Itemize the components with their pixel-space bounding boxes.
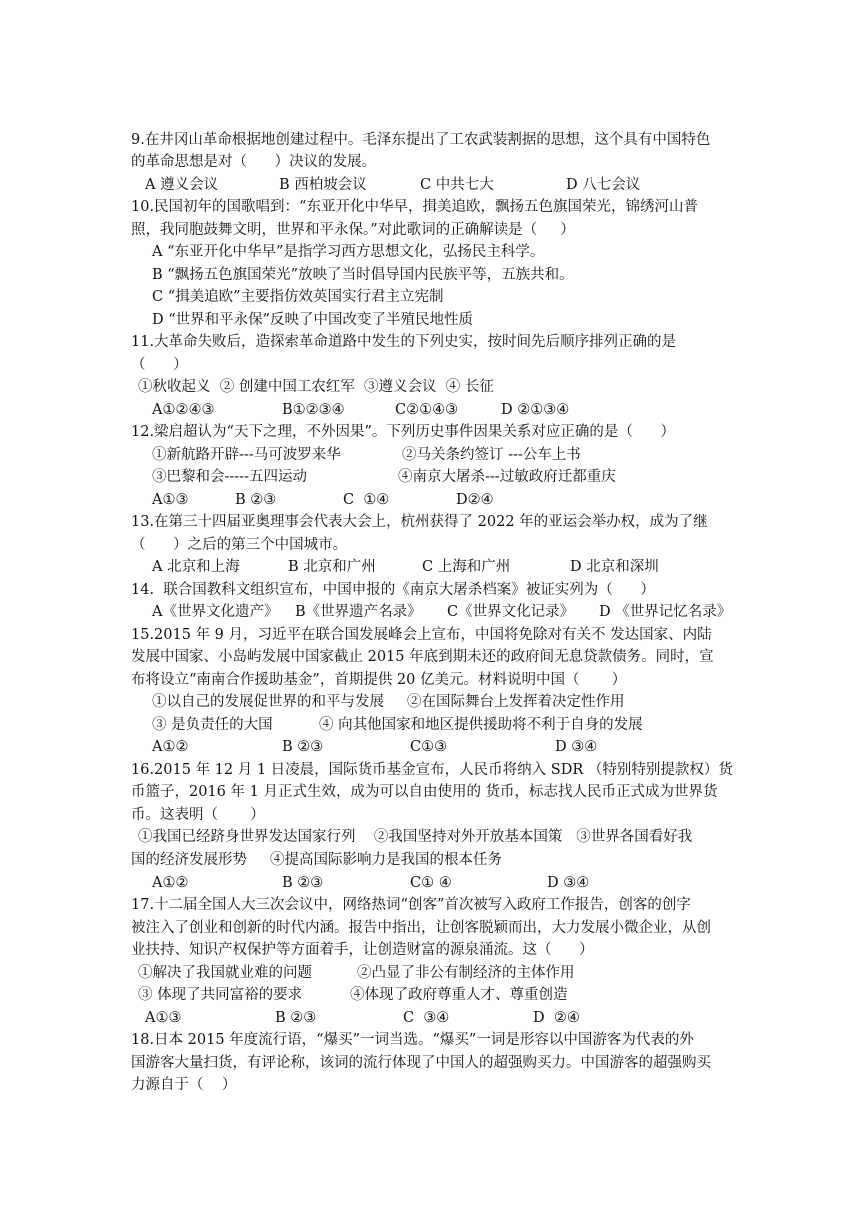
question-stem: 14. 联合国教科文组织宣布，中国申报的《南京大屠杀档案》被证实列为（ ）	[131, 582, 655, 598]
option-a[interactable]: A①③	[145, 1010, 182, 1026]
question-stem: 币。这表明（ ）	[131, 807, 265, 823]
option-c[interactable]: C “揖美追欧”主要指仿效英国实行君主立宪制	[152, 289, 444, 305]
statement-1: ①以自己的发展促世界的和平与发展	[152, 694, 384, 710]
option-c[interactable]: C ③④	[403, 1010, 450, 1026]
question-stem: 17.十二届全国人大三次会议中，网络热词“创客”首次被写入政府工作报告，创客的创字	[131, 897, 691, 913]
option-d[interactable]: D ③④	[555, 739, 598, 755]
statement-list: ①秋收起义 ② 创建中国工农红军 ③遵义会议 ④ 长征	[138, 379, 494, 395]
question-stem: 业扶持、知识产权保护等方面着手，让创造财富的源泉涌流。这（ ）	[131, 942, 594, 958]
option-a[interactable]: A “东亚开化中华早”是指学习西方思想文化，弘扬民主科学。	[152, 244, 545, 260]
statement-1: ①新航路开辟---马可波罗来华	[152, 447, 341, 463]
question-stem: 国游客大量扫货，有评论称，该词的流行体现了中国人的超强购买力。中国游客的超强购买	[131, 1055, 711, 1071]
option-c[interactable]: C②①④③	[395, 402, 459, 418]
question-stem: 币篮子，2016 年 1 月正式生效，成为可以自由使用的 货币，标志找人民币正式成为世界货	[131, 784, 718, 800]
option-b[interactable]: B ②③	[235, 492, 277, 508]
statement-3: ③巴黎和会-----五四运动	[152, 469, 307, 485]
statement-2: ②马关条约签订 ---公车上书	[402, 447, 581, 463]
option-b[interactable]: B ②③	[282, 875, 324, 891]
question-stem: （ ）之后的第三个中国城市。	[131, 537, 348, 553]
question-stem: 的革命思想是对（ ）决议的发展。	[131, 154, 377, 170]
question-stem: 布将设立“南南合作援助基金”，首期提供 20 亿美元。材料说明中国（ ）	[131, 672, 627, 688]
statement-2: ②凸显了非公有制经济的主体作用	[357, 965, 575, 981]
option-c[interactable]: C 上海和广州	[422, 559, 511, 575]
option-c[interactable]: C①③	[410, 739, 448, 755]
question-stem: 12.梁启超认为“天下之理，不外因果”。下列历史事件因果关系对应正确的是（ ）	[131, 424, 676, 440]
option-b[interactable]: B 西柏坡会议	[279, 177, 367, 193]
option-d[interactable]: D ②①③④	[501, 402, 570, 418]
statement-3: ③ 体现了共同富裕的要求	[138, 987, 303, 1003]
question-stem: 15.2015 年 9 月，习近平在联合国发展峰会上宣布，中国将免除对有关不 发达国家、内陆	[131, 627, 712, 643]
statement-4: ④体现了政府尊重人才、尊重创造	[350, 987, 568, 1003]
option-b[interactable]: B《世界遗产名录》	[295, 604, 422, 620]
option-c[interactable]: C《世界文化记录》	[447, 604, 575, 620]
option-a[interactable]: A①②	[152, 739, 189, 755]
statement-1: ①解决了我国就业难的问题	[138, 965, 312, 981]
option-b[interactable]: B 北京和广州	[288, 559, 376, 575]
question-stem: 16.2015 年 12 月 1 日凌晨，国际货币基金宣布，人民币将纳入 SDR （特别特别提款权）货	[131, 762, 733, 778]
option-a[interactable]: A《世界文化遗产》	[152, 604, 279, 620]
option-b[interactable]: B “飘扬五色旗国荣光”放映了当时倡导国内民族平等，五族共和。	[152, 267, 574, 283]
statement-list: 国的经济发展形势 ④提高国际影响力是我国的根本任务	[131, 852, 503, 868]
option-d[interactable]: D ②④	[533, 1010, 580, 1026]
question-stem: 18.日本 2015 年度流行语，“爆买”一词当选。“爆买”一词是形容以中国游客为代表的外	[131, 1032, 694, 1048]
option-b[interactable]: B①②③④	[282, 402, 345, 418]
option-a[interactable]: A 遵义会议	[145, 177, 219, 193]
question-stem: 被注入了创业和创新的时代内涵。报告中指出，让创客脱颖而出，大力发展小微企业，从创	[131, 920, 711, 936]
option-d[interactable]: D ③④	[547, 875, 590, 891]
question-stem: 照，我同胞鼓舞文明，世界和平永保。”对此歌词的正确解读是（ ）	[131, 222, 575, 238]
option-d[interactable]: D 《世界记忆名录》	[599, 604, 732, 620]
option-c[interactable]: C 中共七大	[420, 177, 494, 193]
statement-2: ②在国际舞台上发挥着决定性作用	[407, 694, 625, 710]
option-c[interactable]: C① ④	[410, 875, 452, 891]
option-d[interactable]: D②④	[456, 492, 494, 508]
statement-list: ①我国已经跻身世界发达国家行列 ②我国坚持对外开放基本国策 ③世界各国看好我	[138, 829, 693, 845]
option-d[interactable]: D 八七会议	[566, 177, 641, 193]
option-a[interactable]: A①②	[152, 875, 189, 891]
question-stem: 10.民国初年的国歌唱到：“东亚开化中华早，揖美追欧，飘扬五色旗国荣光，锦绣河山普	[131, 199, 698, 215]
option-b[interactable]: B ②③	[275, 1010, 317, 1026]
option-a[interactable]: A①②④③	[152, 402, 215, 418]
option-b[interactable]: B ②③	[282, 739, 324, 755]
statement-3: ③ 是负责任的大国	[152, 717, 273, 733]
option-d[interactable]: D 北京和深圳	[570, 559, 659, 575]
option-c[interactable]: C ①④	[343, 492, 390, 508]
question-stem: （ ）	[131, 357, 188, 373]
option-a[interactable]: A①③	[152, 492, 189, 508]
statement-4: ④ 向其他国家和地区提供援助将不利于自身的发展	[319, 717, 643, 733]
question-stem: 13.在第三十四届亚奥理事会代表大会上，杭州获得了 2022 年的亚运会举办权，成为了继	[131, 514, 708, 530]
question-stem: 力源自于（ ）	[131, 1077, 237, 1093]
question-stem: 9.在井冈山革命根据地创建过程中。毛泽东提出了工农武装割据的思想，这个具有中国特色	[131, 132, 711, 148]
question-stem: 11.大革命失败后，造探索革命道路中发生的下列史实，按时间先后顺序排列正确的是	[131, 334, 677, 350]
option-a[interactable]: A 北京和上海	[152, 559, 240, 575]
statement-4: ④南京大屠杀---过敏政府迁都重庆	[398, 469, 616, 485]
option-d[interactable]: D “世界和平永保”反映了中国改变了半殖民地性质	[152, 312, 474, 328]
question-stem: 发展中国家、小岛屿发展中国家截止 2015 年底到期未还的政府间无息贷款债务。同时，宣	[131, 649, 714, 665]
